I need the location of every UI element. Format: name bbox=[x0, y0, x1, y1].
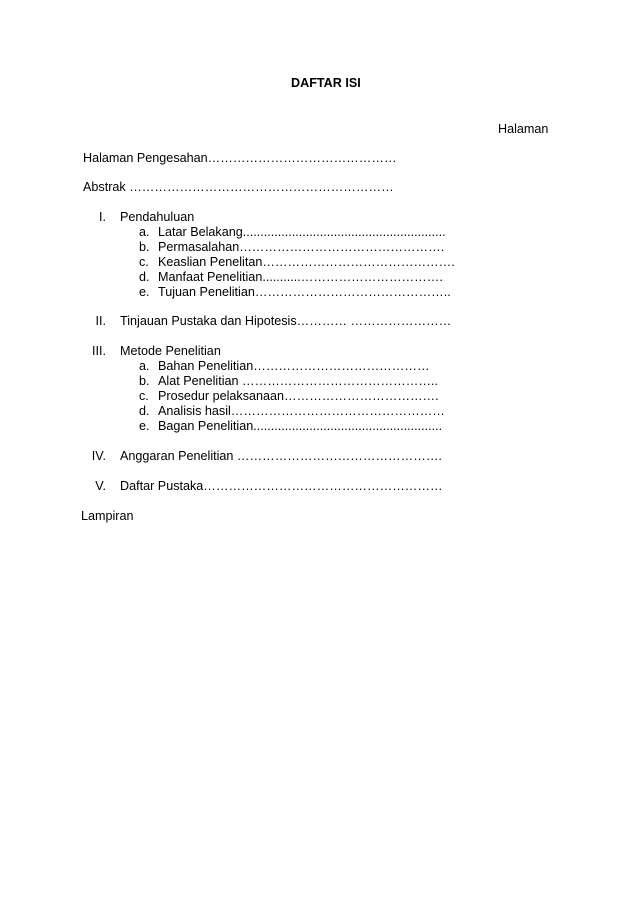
subitem-text: Latar Belakang.......................................................... bbox=[158, 225, 446, 239]
chapter-title: Daftar Pustaka………………………………………………… bbox=[120, 479, 443, 493]
chapter-title: Tinjauan Pustaka dan Hipotesis………… …………………… bbox=[120, 314, 452, 328]
chapter-title: Metode Penelitian bbox=[120, 344, 221, 358]
chapter-title: Pendahuluan bbox=[120, 210, 195, 224]
chapter-number: IV. bbox=[91, 449, 106, 463]
subitem-text: Prosedur pelaksanaan………………………………. bbox=[158, 389, 439, 403]
entry-lampiran: Lampiran bbox=[81, 509, 134, 523]
subitem-text: Bagan Penelitian...................................................... bbox=[158, 419, 443, 433]
subitem-text: Analisis hasil…………………………………………… bbox=[158, 404, 445, 418]
chapter-number: V. bbox=[95, 479, 106, 493]
subitem-letter: a. bbox=[139, 225, 150, 239]
page-column-label: Halaman bbox=[498, 122, 549, 136]
subitem-letter: b. bbox=[139, 240, 150, 254]
subitem-letter: e. bbox=[139, 285, 150, 299]
subitem-text: Permasalahan…………………………………………. bbox=[158, 240, 445, 254]
entry-abstrak: Abstrak ……………………………………………………… bbox=[83, 180, 394, 194]
chapter-title: Anggaran Penelitian …………………………………………. bbox=[120, 449, 442, 463]
page-title: DAFTAR ISI bbox=[291, 76, 361, 90]
subitem-text: Tujuan Penelitian……………………………………….. bbox=[158, 285, 451, 299]
subitem-letter: d. bbox=[139, 404, 150, 418]
chapter-number: III. bbox=[92, 344, 106, 358]
subitem-text: Alat Penelitian ……………………………………….. bbox=[158, 374, 438, 388]
subitem-letter: c. bbox=[139, 255, 149, 269]
subitem-letter: b. bbox=[139, 374, 150, 388]
subitem-letter: a. bbox=[139, 359, 150, 373]
subitem-letter: d. bbox=[139, 270, 150, 284]
chapter-number: I. bbox=[99, 210, 106, 224]
chapter-number: II. bbox=[95, 314, 106, 328]
subitem-text: Manfaat Penelitian...........……………………………. bbox=[158, 270, 443, 284]
subitem-letter: e. bbox=[139, 419, 150, 433]
subitem-text: Bahan Penelitian…………………………………… bbox=[158, 359, 430, 373]
entry-pengesahan: Halaman Pengesahan……………………………………… bbox=[83, 151, 397, 165]
subitem-letter: c. bbox=[139, 389, 149, 403]
subitem-text: Keaslian Penelitan………………………………………. bbox=[158, 255, 455, 269]
